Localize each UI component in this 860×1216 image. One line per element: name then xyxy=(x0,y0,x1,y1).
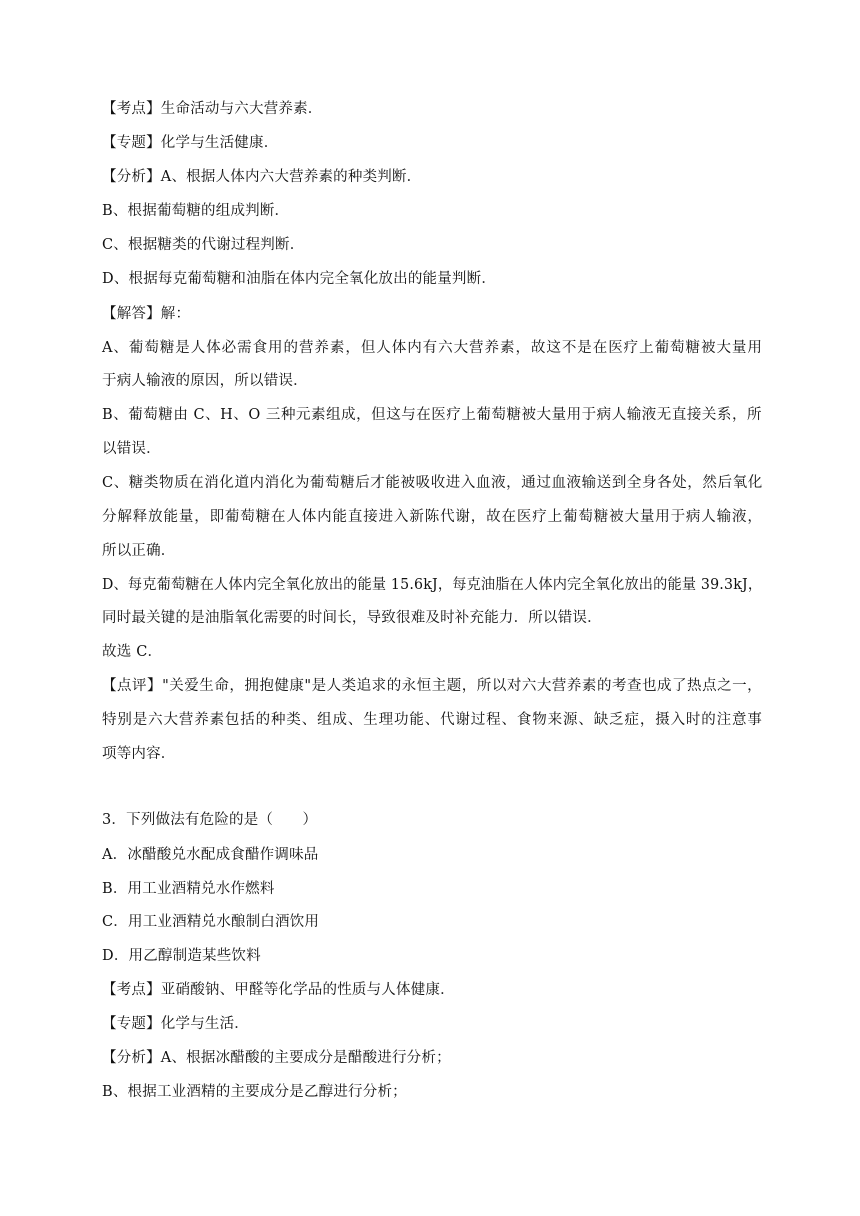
text-line: D、每克葡萄糖在人体内完全氧化放出的能量 15.6kJ，每克油脂在人体内完全氧化放出的能量 39.3kJ， xyxy=(102,577,763,593)
text-line: 【解答】解： xyxy=(102,306,191,322)
text-line: B、根据工业酒精的主要成分是乙醇进行分析； xyxy=(102,1084,407,1100)
text-line: B．用工业酒精兑水作燃料 xyxy=(102,881,275,897)
text-line: D．用乙醇制造某些饮料 xyxy=(102,948,261,964)
text-line: 特别是六大营养素包括的种类、组成、生理功能、代谢过程、食物来源、缺乏症，摄入时的注意事 xyxy=(102,712,763,728)
text-line: 分解释放能量，即葡萄糖在人体内能直接进入新陈代谢，故在医疗上葡萄糖被大量用于病人输液， xyxy=(102,509,763,525)
text-line: A、葡萄糖是人体必需食用的营养素，但人体内有六大营养素，故这不是在医疗上葡萄糖被大量用 xyxy=(102,340,763,356)
text-line: 项等内容． xyxy=(102,746,176,762)
text-line: D、根据每克葡萄糖和油脂在体内完全氧化放出的能量判断． xyxy=(102,271,497,287)
text-line: 【分析】A、根据人体内六大营养素的种类判断． xyxy=(102,169,422,185)
text-line: 故选 C． xyxy=(102,644,163,660)
text-line: B、根据葡萄糖的组成判断． xyxy=(102,203,290,219)
text-line: 【考点】生命活动与六大营养素． xyxy=(102,101,323,117)
text-line: 同时最关键的是油脂氧化需要的时间长，导致很难及时补充能力．所以错误． xyxy=(102,610,602,626)
text-line: 以错误． xyxy=(102,441,161,457)
text-line: 于病人输液的原因，所以错误． xyxy=(102,373,308,389)
text-line: C、糖类物质在消化道内消化为葡萄糖后才能被吸收进入血液，通过血液输送到全身各处，然后氧化 xyxy=(102,475,763,491)
text-line: 【考点】亚硝酸钠、甲醛等化学品的性质与人体健康． xyxy=(102,982,455,998)
text-line: 【分析】A、根据冰醋酸的主要成分是醋酸进行分析； xyxy=(102,1050,451,1066)
question-stem: 3．下列做法有危险的是（ ） xyxy=(102,812,318,828)
text-line: 【专题】化学与生活健康． xyxy=(102,135,279,151)
text-line: C．用工业酒精兑水酿制白酒饮用 xyxy=(102,914,320,930)
text-line: 所以正确． xyxy=(102,543,176,559)
text-line: A．冰醋酸兑水配成食醋作调味品 xyxy=(102,847,319,863)
text-line: B、葡萄糖由 C、H、O 三种元素组成，但这与在医疗上葡萄糖被大量用于病人输液无直接关系，所 xyxy=(102,407,763,423)
text-line: C、根据糖类的代谢过程判断． xyxy=(102,237,305,253)
text-line: 【点评】"关爱生命，拥抱健康"是人类追求的永恒主题，所以对六大营养素的考查也成了热点之一， xyxy=(102,678,763,694)
text-line: 【专题】化学与生活． xyxy=(102,1016,249,1032)
